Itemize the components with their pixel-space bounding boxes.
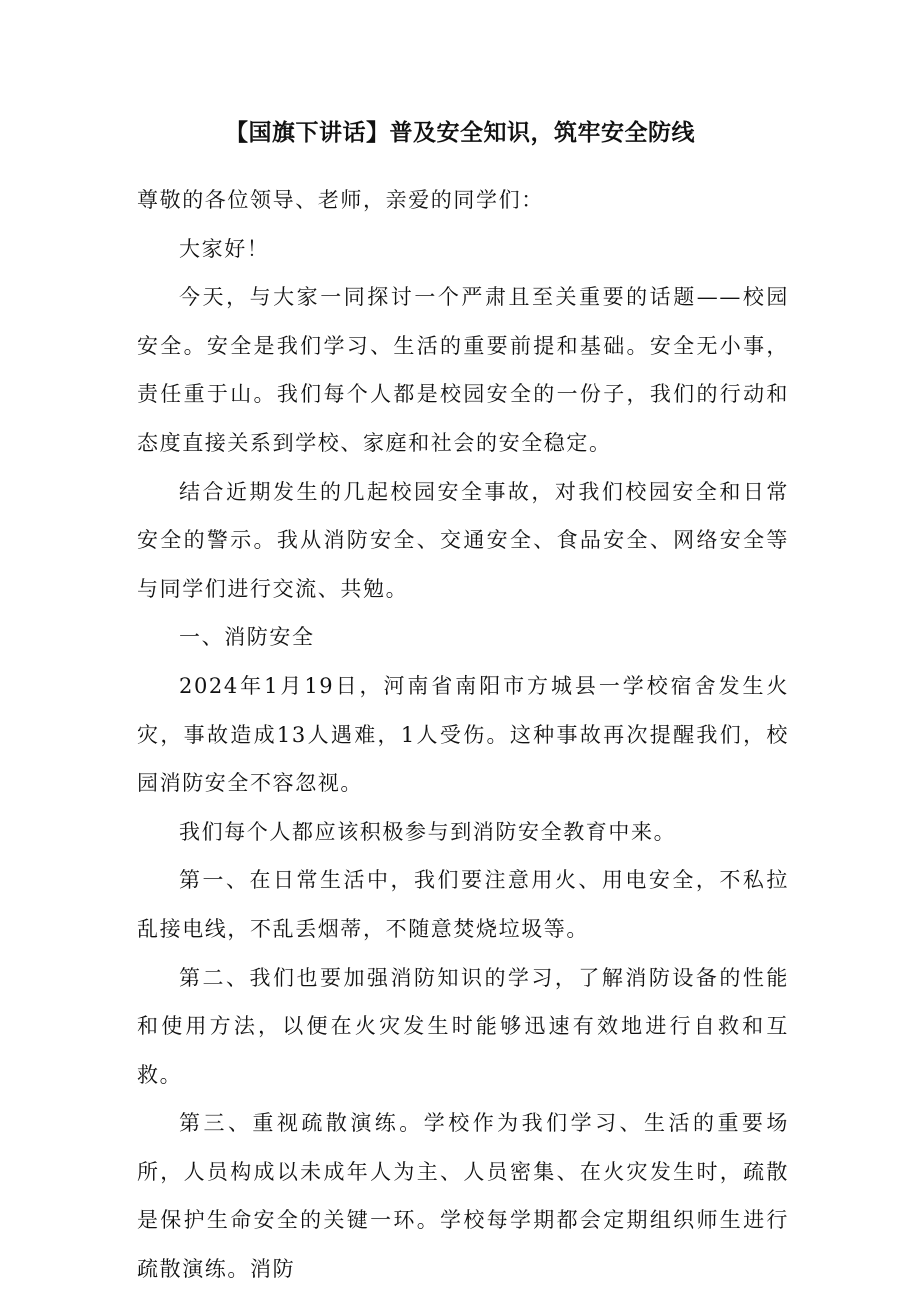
document-body [137,176,789,1294]
section-heading-fire-safety: 一、消防安全 [179,625,315,650]
salutation: 尊敬的各位领导、老师，亲爱的同学们： [137,188,544,212]
paragraph-point-three: 第三、重视疏散演练。学校作为我们学习、生活的重要场所，人员构成以未成年人为主、人员密集、在火灾发生时，疏散是保护生命安全的关键一环。学校每学期都会定期组织师生进行疏散演练。消防 [137,1111,789,1282]
paragraph-point-two: 第二、我们也要加强消防知识的学习，了解消防设备的性能和使用方法，以便在火灾发生时能够迅速有效地进行自救和互救。 [137,965,789,1087]
paragraph-point-one: 第一、在日常生活中，我们要注意用火、用电安全，不私拉乱接电线，不乱丢烟蒂，不随意焚烧垃圾等。 [137,868,789,941]
paragraph-fire-incident: 2024年1月19日，河南省南阳市方城县一学校宿舍发生火灾，事故造成13人遇难，1人受伤。这种事故再次提醒我们，校园消防安全不容忽视。 [137,673,789,796]
paragraph-greeting: 大家好！ [179,236,270,261]
paragraph-participation: 我们每个人都应该积极参与到消防安全教育中来。 [179,819,677,844]
document-title: 【国旗下讲话】普及安全知识，筑牢安全防线 [225,120,695,146]
paragraph-context: 结合近期发生的几起校园安全事故，对我们校园安全和日常安全的警示。我从消防安全、交通安全、食品安全、网络安全等与同学们进行交流、共勉。 [137,479,789,601]
paragraph-intro: 今天，与大家一同探讨一个严肃且至关重要的话题——校园安全。安全是我们学习、生活的重要前提和基础。安全无小事，责任重于山。我们每个人都是校园安全的一份子，我们的行动和态度直接关系到学校、家庭和社会的安全稳定。 [137,285,789,455]
